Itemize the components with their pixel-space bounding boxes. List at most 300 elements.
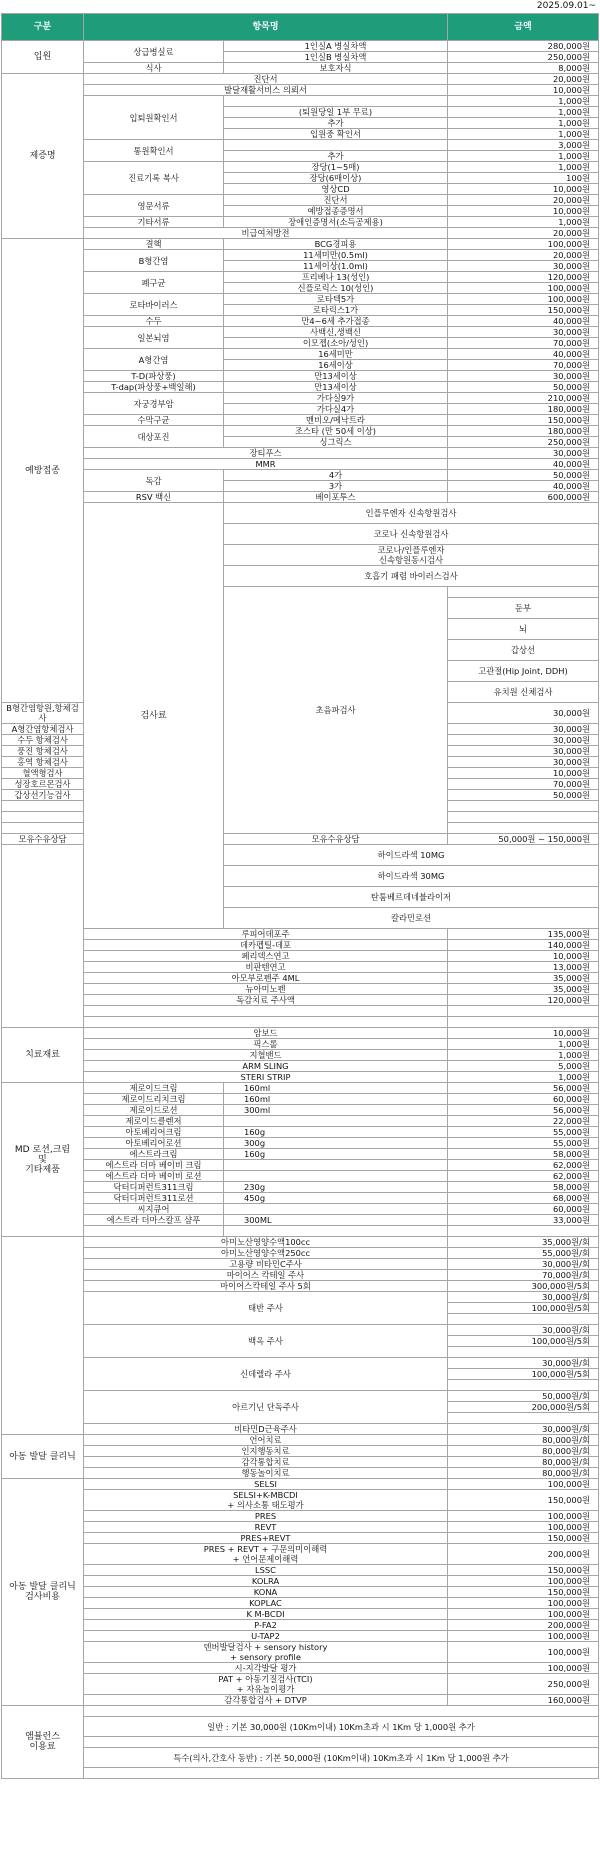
table-row xyxy=(2,984,599,995)
item-cell: P-FA2 xyxy=(84,1620,448,1631)
amount-cell: 35,000원 xyxy=(448,984,599,995)
item-cell: 장당(6매이상) xyxy=(224,173,448,184)
item-cell: 인플루엔자 신속항원검사 xyxy=(224,503,599,524)
table-row xyxy=(2,239,599,250)
item-cell: 제로이드로션 xyxy=(84,1105,224,1116)
table-row xyxy=(2,1609,599,1620)
item-cell: 가다실4가 xyxy=(224,404,448,415)
item-cell xyxy=(448,823,599,834)
table-row xyxy=(2,1674,599,1685)
amount-cell: 1,000원 xyxy=(448,217,599,228)
table-row xyxy=(2,1642,599,1653)
amount-cell: 30,000원 xyxy=(448,327,599,338)
table-row xyxy=(2,1717,599,1727)
amount-cell: 22,000원 xyxy=(448,1116,599,1127)
amount-cell: 100,000원 xyxy=(448,1631,599,1642)
amount-cell: 10,000원 xyxy=(448,206,599,217)
item-cell: 감각통합치료 xyxy=(84,1457,448,1468)
item-cell: 만4~6세 추가접종 xyxy=(224,316,448,327)
amount-cell: 1,000원 xyxy=(448,151,599,162)
table-row xyxy=(2,1006,599,1017)
table-row xyxy=(2,1544,599,1555)
item-cell xyxy=(2,812,84,823)
amount-cell: 100,000원 xyxy=(448,1598,599,1609)
amount-cell: 40,000원 xyxy=(448,481,599,492)
table-header-row xyxy=(2,14,599,41)
item-cell: 감각통합검사 + DTVP xyxy=(84,1695,448,1706)
amount-cell: 1,000원 xyxy=(448,107,599,118)
category-cell xyxy=(2,1237,84,1435)
table-row xyxy=(2,1479,599,1490)
table-row xyxy=(2,1587,599,1598)
amount-cell: 120,000원 xyxy=(448,995,599,1006)
amount-cell: 20,000원 xyxy=(448,74,599,85)
amount-cell: 30,000원 xyxy=(448,757,599,768)
amount-cell: 50,000원 xyxy=(448,382,599,393)
item-cell: 독감 xyxy=(84,470,224,492)
item-cell: 뉴아미노펜 xyxy=(84,984,448,995)
table-row xyxy=(2,1292,599,1303)
item-cell: 고관절(Hip Joint, DDH) xyxy=(448,661,599,682)
table-row xyxy=(2,929,599,940)
table-row xyxy=(2,1182,599,1193)
amount-cell: 58,000원 xyxy=(448,1182,599,1193)
table-row xyxy=(2,371,599,382)
amount-cell: 50,000원 ~ 150,000원 xyxy=(448,834,599,845)
amount-cell: 62,000원 xyxy=(448,1171,599,1182)
item-cell: 11세미만(0.5ml) xyxy=(224,250,448,261)
table-row xyxy=(2,1446,599,1457)
item-cell xyxy=(224,1171,448,1182)
amount-cell: 13,000원 xyxy=(448,962,599,973)
item-cell: 독감치료 주사액 xyxy=(84,995,448,1006)
item-cell: 보호자식 xyxy=(224,63,448,74)
table-row xyxy=(2,1620,599,1631)
table-row xyxy=(2,1094,599,1105)
amount-cell: 30,000원 xyxy=(448,371,599,382)
item-cell xyxy=(84,1768,599,1779)
amount-cell: 70,000원 xyxy=(448,779,599,790)
table-row xyxy=(2,96,599,107)
item-cell: 추가 xyxy=(224,118,448,129)
item-cell: 데카펩틸-데포 xyxy=(84,940,448,951)
item-cell xyxy=(84,1706,599,1717)
item-cell: 16세이상 xyxy=(224,360,448,371)
item-cell: PRES xyxy=(84,1511,448,1522)
amount-cell: 30,000원 xyxy=(448,724,599,735)
table-row xyxy=(2,41,599,52)
amount-cell: 70,000원/회 xyxy=(448,1270,599,1281)
table-row xyxy=(2,951,599,962)
item-cell: 결핵 xyxy=(84,239,224,250)
amount-cell: 80,000원/회 xyxy=(448,1468,599,1479)
amount-cell: 68,000원 xyxy=(448,1193,599,1204)
item-cell: 300ML xyxy=(224,1215,448,1226)
amount-cell: 200,000원/5회 xyxy=(448,1402,599,1413)
amount-cell: 100,000원 xyxy=(448,1609,599,1620)
table-row xyxy=(2,415,599,426)
item-cell: 폐구균 xyxy=(84,272,224,294)
amount-cell xyxy=(448,1380,599,1391)
table-row xyxy=(2,1598,599,1609)
amount-cell: 100,000원 xyxy=(448,1522,599,1533)
table-row xyxy=(2,940,599,951)
item-cell: 암보드 xyxy=(84,1028,448,1039)
item-cell: 이모젭(소아/성인) xyxy=(224,338,448,349)
table-row xyxy=(2,85,599,96)
item-cell: 160ml xyxy=(224,1094,448,1105)
item-cell: 수막구균 xyxy=(84,415,224,426)
item-cell: 11세이상(1.0ml) xyxy=(224,261,448,272)
item-cell: 시-지각발달 평가 xyxy=(84,1663,448,1674)
item-cell: 통원확인서 xyxy=(84,140,224,162)
amount-cell: 100,000원 xyxy=(448,1511,599,1522)
item-cell: 조스타 (만 50세 이상) xyxy=(224,426,448,437)
category-cell: 제증명 xyxy=(2,74,84,239)
amount-cell: 30,000원/회 xyxy=(448,1292,599,1303)
item-cell: 호흡기 패렴 바이러스검사 xyxy=(224,566,599,587)
amount-cell: 33,000원 xyxy=(448,1215,599,1226)
item-cell: 160g xyxy=(224,1149,448,1160)
item-cell: KOPLAC xyxy=(84,1598,448,1609)
amount-cell: 50,000원 xyxy=(448,790,599,801)
amount-cell xyxy=(448,1226,599,1237)
category-cell: 검사료 xyxy=(84,503,224,929)
item-cell: 로타릭스1가 xyxy=(224,305,448,316)
header-amount: 금액 xyxy=(448,14,599,41)
amount-cell: 30,000원/회 xyxy=(448,1259,599,1270)
amount-cell: 10,000원 xyxy=(448,768,599,779)
amount-cell: 56,000원 xyxy=(448,1083,599,1094)
amount-cell: 40,000원 xyxy=(448,316,599,327)
category-cell: 아동 발달 클리닉 검사비용 xyxy=(2,1479,84,1706)
item-cell: 마이어스 칵테일 주사 xyxy=(84,1270,448,1281)
item-cell xyxy=(84,1737,599,1748)
item-cell: 450g xyxy=(224,1193,448,1204)
category-cell: 아동 발달 클리닉 xyxy=(2,1435,84,1479)
table-row xyxy=(2,217,599,228)
item-cell: 갑상선 xyxy=(448,640,599,661)
item-cell: 진단서 xyxy=(224,195,448,206)
amount-cell: 10,000원 xyxy=(448,1028,599,1039)
item-cell: 상급병실료 xyxy=(84,41,224,63)
item-cell: KONA xyxy=(84,1587,448,1598)
table-row xyxy=(2,250,599,261)
item-cell: 풍진 항체검사 xyxy=(2,746,84,757)
item-cell: U-TAP2 xyxy=(84,1631,448,1642)
item-cell: 입원중 확인서 xyxy=(224,129,448,140)
item-cell: 1인실A 병실차액 xyxy=(224,41,448,52)
item-cell: 백옥 주사 xyxy=(84,1325,448,1358)
item-cell: 탄툼베르데네뷸라이저 xyxy=(224,887,599,908)
amount-cell: 120,000원 xyxy=(448,272,599,283)
item-cell: PRES+REVT xyxy=(84,1533,448,1544)
item-cell: 장당(1~5매) xyxy=(224,162,448,173)
item-cell: 씨지큐어 xyxy=(84,1204,224,1215)
table-row xyxy=(2,1160,599,1171)
item-cell xyxy=(224,1226,448,1237)
item-cell: 장애인증명서(소득공제용) xyxy=(224,217,448,228)
item-cell: PAT + 아동기질검사(TCI) + 자유놀이평가 xyxy=(84,1674,448,1695)
item-cell: 멘비오/메낙트라 xyxy=(224,415,448,426)
item-cell: 초음파검사 xyxy=(224,587,448,834)
table-row xyxy=(2,973,599,984)
item-cell: 혈액형검사 xyxy=(2,768,84,779)
amount-cell: 55,000원/회 xyxy=(448,1248,599,1259)
amount-cell: 160,000원 xyxy=(448,1695,599,1706)
table-row xyxy=(2,1457,599,1468)
table-row xyxy=(2,1193,599,1204)
category-cell: MD 로션,크림 및 기타제품 xyxy=(2,1083,84,1237)
amount-cell: 100,000원 xyxy=(448,1479,599,1490)
table-row xyxy=(2,1226,599,1237)
amount-cell: 10,000원 xyxy=(448,184,599,195)
category-cell: 입원 xyxy=(2,41,84,74)
amount-cell: 300,000원/5회 xyxy=(448,1281,599,1292)
item-cell: REVT xyxy=(84,1522,448,1533)
item-cell: 가다실9가 xyxy=(224,393,448,404)
item-cell: 160ml xyxy=(224,1083,448,1094)
table-row xyxy=(2,1325,599,1336)
item-cell: 모유수유상담 xyxy=(2,834,84,845)
item-cell: K M-BCDI xyxy=(84,1609,448,1620)
item-cell: 태반 주사 xyxy=(84,1292,448,1325)
amount-cell: 1,000원 xyxy=(448,162,599,173)
item-cell xyxy=(448,801,599,812)
table-row xyxy=(2,294,599,305)
item-cell: 300g xyxy=(224,1138,448,1149)
amount-cell: 100,000원/5회 xyxy=(448,1336,599,1347)
item-cell: 4가 xyxy=(224,470,448,481)
table-row xyxy=(2,63,599,74)
item-cell: 일본뇌염 xyxy=(84,327,224,349)
item-cell: KOLRA xyxy=(84,1576,448,1587)
table-row xyxy=(2,470,599,481)
amount-cell xyxy=(448,1347,599,1358)
item-cell: 페리덱스연고 xyxy=(84,951,448,962)
table-row xyxy=(2,1171,599,1182)
amount-cell: 60,000원 xyxy=(448,1204,599,1215)
table-row xyxy=(2,426,599,437)
item-cell: SELSI xyxy=(84,1479,448,1490)
amount-cell: 150,000원 xyxy=(448,1565,599,1576)
item-cell: 아모부로펜주 4ML xyxy=(84,973,448,984)
amount-cell: 135,000원 xyxy=(448,929,599,940)
item-cell xyxy=(2,823,84,834)
item-cell: 유치원 신체검사 xyxy=(448,682,599,703)
amount-cell: 600,000원 xyxy=(448,492,599,503)
table-row xyxy=(2,1391,599,1402)
amount-cell: 100,000원 xyxy=(448,1663,599,1674)
item-cell: 행동놀이치료 xyxy=(84,1468,448,1479)
amount-cell: 58,000원 xyxy=(448,1149,599,1160)
item-cell: B형간염항원,항체검사 xyxy=(2,703,84,724)
item-cell: 수두 항체검사 xyxy=(2,735,84,746)
table-row xyxy=(2,1050,599,1061)
table-row xyxy=(2,1576,599,1587)
table-row xyxy=(2,228,599,239)
table-row xyxy=(2,1768,599,1779)
amount-cell: 20,000원 xyxy=(448,228,599,239)
table-row xyxy=(2,1138,599,1149)
table-row xyxy=(2,1695,599,1706)
effective-date: 2025.09.01~ xyxy=(536,1,596,11)
amount-cell: 150,000원 xyxy=(448,1533,599,1544)
table-row xyxy=(2,1737,599,1748)
item-cell: 모유수유상담 xyxy=(224,834,448,845)
item-cell: 뇌 xyxy=(448,619,599,640)
item-cell: 하이드라섹 10MG xyxy=(224,845,599,866)
table-row xyxy=(2,1358,599,1369)
table-row xyxy=(2,995,599,1006)
table-row xyxy=(2,382,599,393)
amount-cell: 30,000원/회 xyxy=(448,1325,599,1336)
amount-cell: 200,000원 xyxy=(448,1620,599,1631)
item-cell: 인지행동치료 xyxy=(84,1446,448,1457)
item-cell: 제로이드리치크림 xyxy=(84,1094,224,1105)
item-cell: A형간염항체검사 xyxy=(2,724,84,735)
item-cell: T-dap(파상풍+백일해) xyxy=(84,382,224,393)
amount-cell: 70,000원 xyxy=(448,338,599,349)
amount-cell: 1,000원 xyxy=(448,1050,599,1061)
table-row xyxy=(2,1061,599,1072)
table-row xyxy=(2,459,599,470)
table-row xyxy=(2,1204,599,1215)
table-row xyxy=(2,448,599,459)
item-cell: 에스트라 더마 베이비 로션 xyxy=(84,1171,224,1182)
amount-cell xyxy=(448,1017,599,1028)
item-cell: A형간염 xyxy=(84,349,224,371)
amount-cell: 5,000원 xyxy=(448,1061,599,1072)
amount-cell: 80,000원/회 xyxy=(448,1446,599,1457)
table-row xyxy=(2,1028,599,1039)
table-row xyxy=(2,1127,599,1138)
item-cell xyxy=(2,801,84,812)
item-cell: 사백신,생백신 xyxy=(224,327,448,338)
item-cell: 아르기닌 단독주사 xyxy=(84,1391,448,1424)
item-cell: 로타텍5가 xyxy=(224,294,448,305)
item-cell: 영상CD xyxy=(224,184,448,195)
item-cell: LSSC xyxy=(84,1565,448,1576)
item-cell: 수두 xyxy=(84,316,224,327)
amount-cell: 100,000원 xyxy=(448,283,599,294)
item-cell: MMR xyxy=(84,459,448,470)
amount-cell: 62,000원 xyxy=(448,1160,599,1171)
table-row xyxy=(2,1237,599,1248)
item-cell: 에스트라크림 xyxy=(84,1149,224,1160)
table-row xyxy=(2,316,599,327)
item-cell: 제로이드크림 xyxy=(84,1083,224,1094)
table-row xyxy=(2,1748,599,1758)
item-cell: 하이드라섹 30MG xyxy=(224,866,599,887)
item-cell: T-D(파상풍) xyxy=(84,371,224,382)
amount-cell: 35,000원 xyxy=(448,973,599,984)
table-row xyxy=(2,1522,599,1533)
item-cell: 진단서 xyxy=(84,74,448,85)
item-cell: 닥터디퍼런트311로션 xyxy=(84,1193,224,1204)
amount-cell: 100,000원 xyxy=(448,1576,599,1587)
amount-cell: 250,000원 xyxy=(448,437,599,448)
amount-cell: 30,000원/회 xyxy=(448,1358,599,1369)
item-cell: SELSI+K-MBCDI + 의사소통 태도평가 xyxy=(84,1490,448,1511)
amount-cell: 8,000원 xyxy=(448,63,599,74)
table-row xyxy=(2,1270,599,1281)
item-cell xyxy=(224,96,448,107)
item-cell: 신플로릭스 10(성인) xyxy=(224,283,448,294)
item-cell: 칼라민로션 xyxy=(224,908,599,929)
amount-cell: 35,000원/회 xyxy=(448,1237,599,1248)
amount-cell: 150,000원 xyxy=(448,415,599,426)
table-row xyxy=(2,1281,599,1292)
item-cell: 영문서류 xyxy=(84,195,224,217)
table-row xyxy=(2,1116,599,1127)
item-cell: 특수(의사,간호사 동반) : 기본 50,000원 (10Km이내) 10Km초과 시 1Km 당 1,000원 추가 xyxy=(84,1748,599,1768)
item-cell: 픽스롤 xyxy=(84,1039,448,1050)
amount-cell: 250,000원 xyxy=(448,52,599,63)
amount-cell: 180,000원 xyxy=(448,404,599,415)
amount-cell: 80,000원/회 xyxy=(448,1435,599,1446)
table-row xyxy=(2,492,599,503)
item-cell: 만13세이상 xyxy=(224,382,448,393)
table-row xyxy=(2,1039,599,1050)
item-cell: 코로나 신속항원검사 xyxy=(224,524,599,545)
table-row xyxy=(2,1663,599,1674)
item-cell xyxy=(224,1116,448,1127)
table-row xyxy=(2,1105,599,1116)
item-cell: 둔부 xyxy=(448,598,599,619)
amount-cell: 1,000원 xyxy=(448,129,599,140)
item-cell: 대상포진 xyxy=(84,426,224,448)
item-cell: (퇴원당일 1부 무료) xyxy=(224,107,448,118)
table-row xyxy=(2,74,599,85)
item-cell: 입퇴원확인서 xyxy=(84,96,224,140)
item-cell: 16세미만 xyxy=(224,349,448,360)
table-row xyxy=(2,962,599,973)
item-cell: 성장호르몬검사 xyxy=(2,779,84,790)
amount-cell: 70,000원 xyxy=(448,360,599,371)
item-cell: 싱그릭스 xyxy=(224,437,448,448)
item-cell xyxy=(84,1226,224,1237)
amount-cell: 1,000원 xyxy=(448,96,599,107)
amount-cell: 150,000원 xyxy=(448,1490,599,1511)
amount-cell: 80,000원/회 xyxy=(448,1457,599,1468)
table-row xyxy=(2,1565,599,1576)
table-row xyxy=(2,1706,599,1717)
amount-cell: 30,000원 xyxy=(448,703,599,724)
item-cell: BCG경피용 xyxy=(224,239,448,250)
amount-cell: 20,000원 xyxy=(448,195,599,206)
table-row xyxy=(2,1490,599,1501)
item-cell: 장티푸스 xyxy=(84,448,448,459)
amount-cell: 1,000원 xyxy=(448,1072,599,1083)
amount-cell: 50,000원/회 xyxy=(448,1391,599,1402)
table-row xyxy=(2,1511,599,1522)
table-row xyxy=(2,327,599,338)
item-cell: 1인실B 병실차액 xyxy=(224,52,448,63)
item-cell: 닥터디퍼런트311크림 xyxy=(84,1182,224,1193)
table-row xyxy=(2,1248,599,1259)
item-cell: 230g xyxy=(224,1182,448,1193)
item-cell xyxy=(84,1017,448,1028)
item-cell xyxy=(224,1204,448,1215)
item-cell: 고용량 비타민C주사 xyxy=(84,1259,448,1270)
fee-table xyxy=(1,13,599,1779)
table-row xyxy=(2,1259,599,1270)
item-cell: 언어치료 xyxy=(84,1435,448,1446)
item-cell: 마이어스칵테일 주사 5회 xyxy=(84,1281,448,1292)
item-cell: 기타서류 xyxy=(84,217,224,228)
category-cell xyxy=(2,845,84,1028)
